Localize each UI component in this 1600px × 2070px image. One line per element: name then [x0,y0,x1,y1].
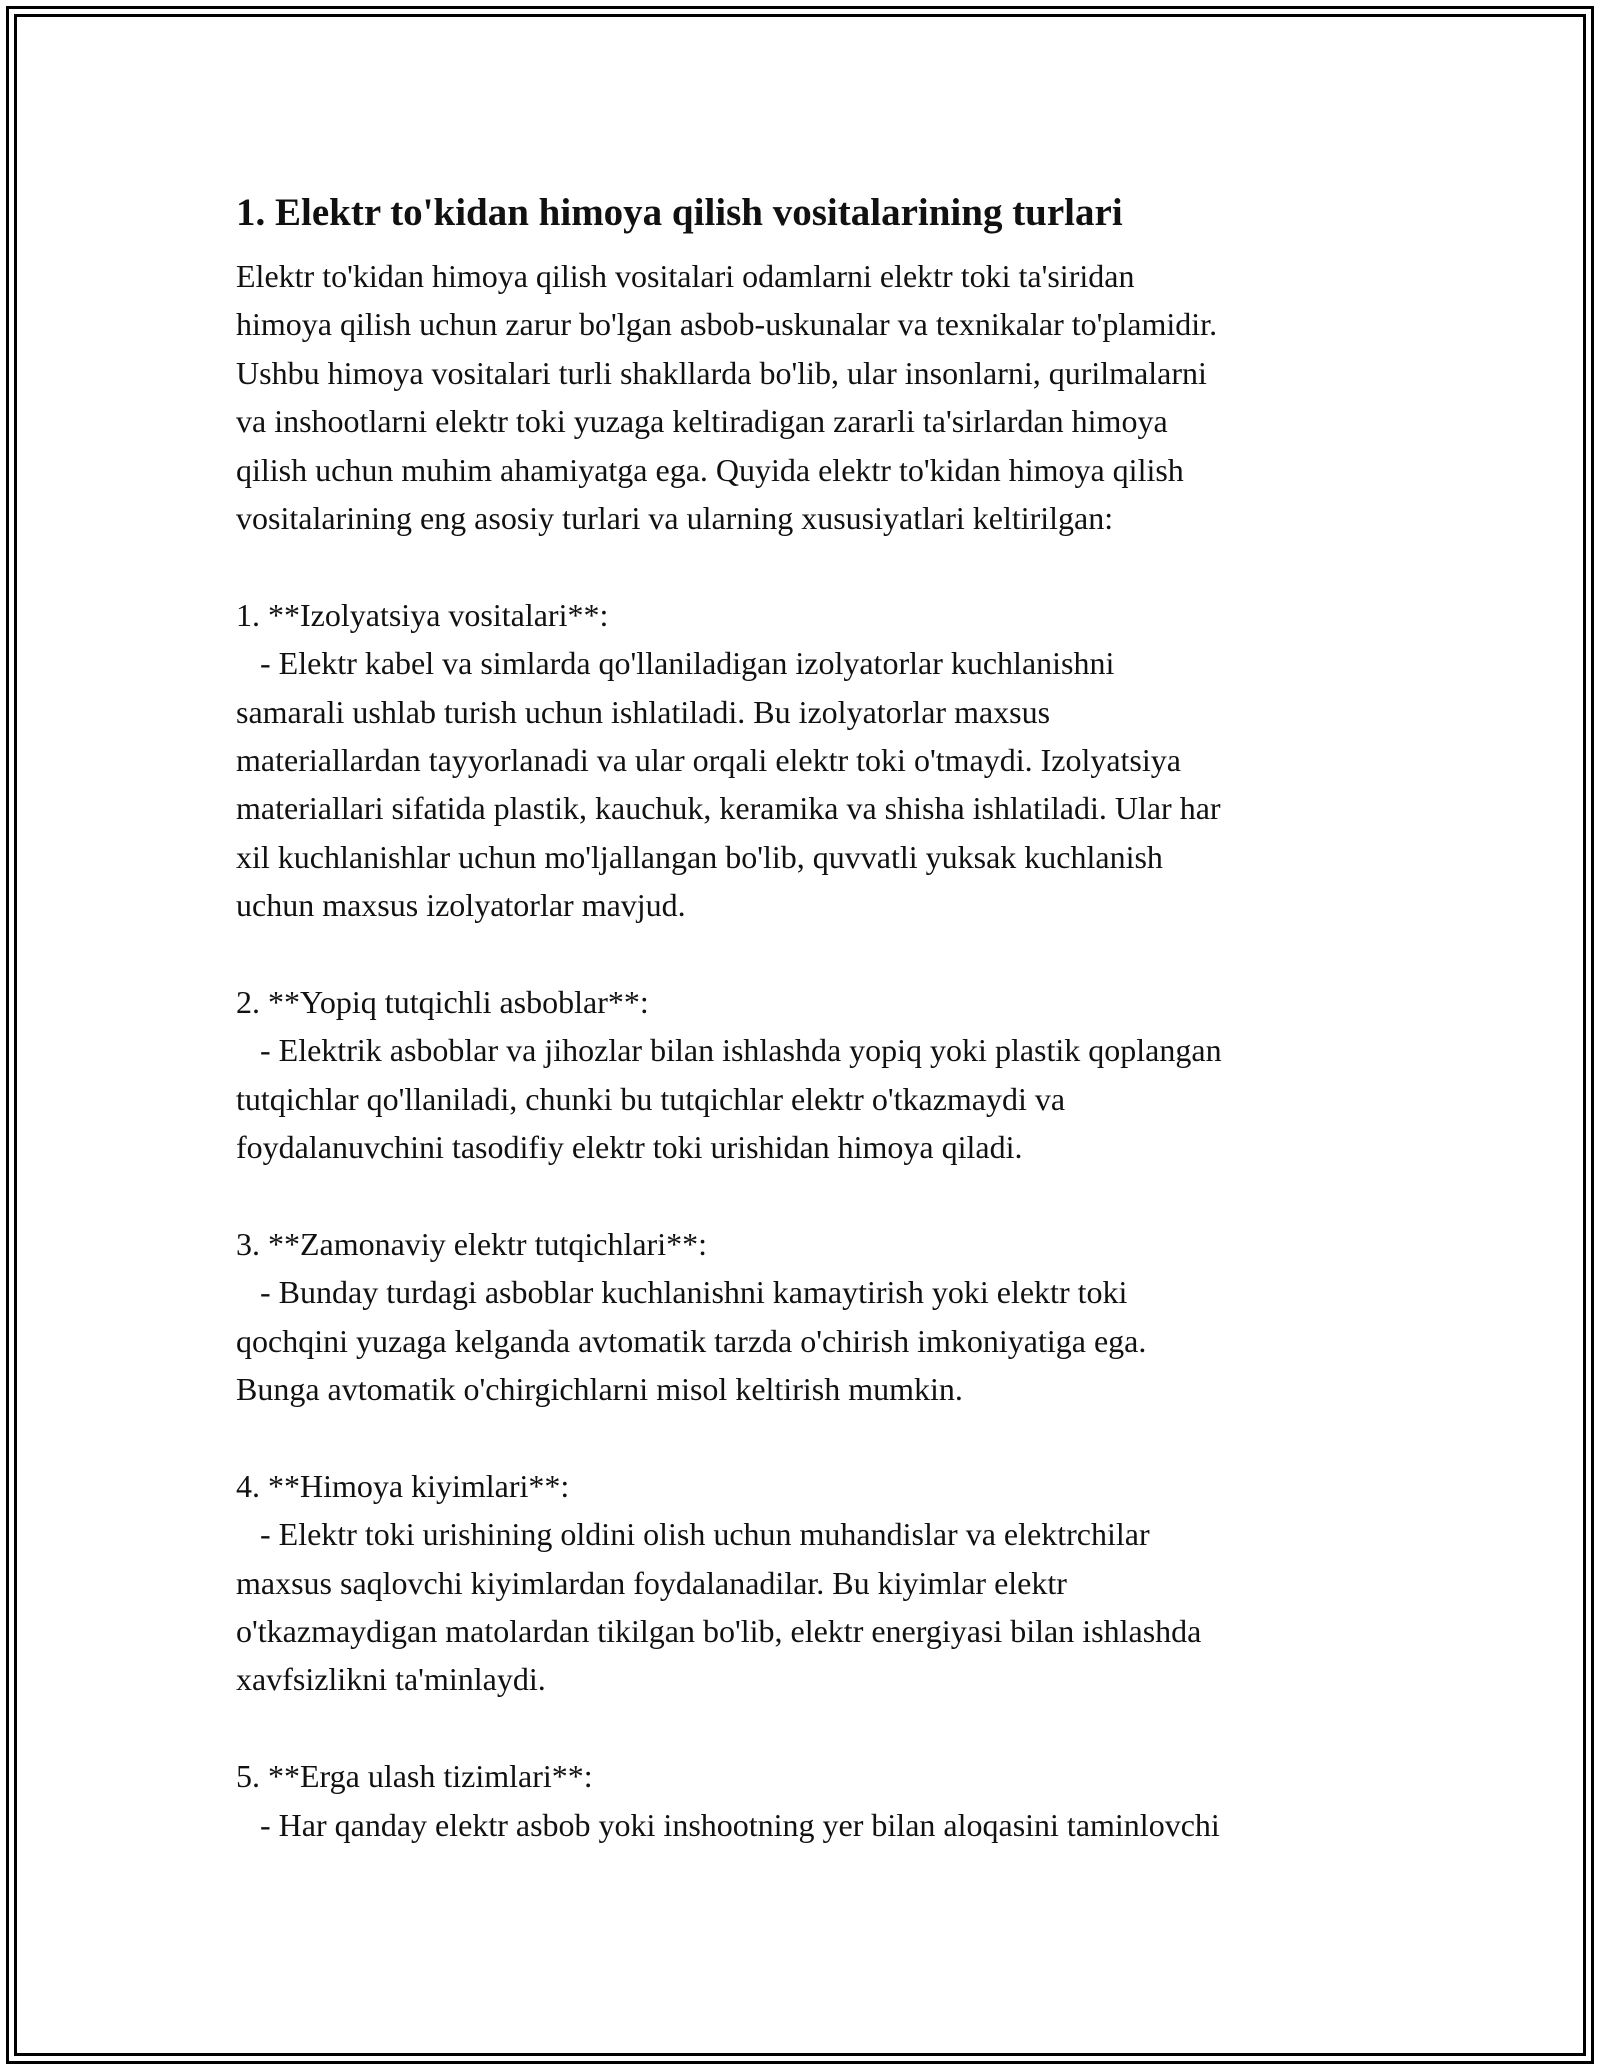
section-heading: 1. Elektr to'kidan himoya qilish vositalarining turlari [236,191,1123,234]
paragraph-gap [236,542,1396,590]
list-item-line: uchun maxsus izolyatorlar mavjud. [236,887,686,924]
list-item-line: xil kuchlanishlar uchun mo'ljallangan bo'lib, quvvatli yuksak kuchlanish [236,838,1163,875]
list-item-line: - Elektr kabel va simlarda qo'llaniladigan izolyatorlar kuchlanishni [236,645,1115,682]
list-item-line: maxsus saqlovchi kiyimlardan foydalanadilar. Bu kiyimlar elektr [236,1564,1067,1601]
intro-line: Elektr to'kidan himoya qilish vositalari odamlarni elektr toki ta'siridan [236,258,1135,294]
list-item-title: 4. **Himoya kiyimlari**: [236,1467,570,1504]
list-item-line: xavfsizlikni ta'minlaydi. [236,1661,546,1698]
list-item-title: 2. **Yopiq tutqichli asboblar**: [236,983,649,1020]
list-item-line: - Elektrik asboblar va jihozlar bilan ishlashda yopiq yoki plastik qoplangan [236,1032,1222,1069]
intro-line: qilish uchun muhim ahamiyatga ega. Quyida elektr to'kidan himoya qilish [236,451,1184,488]
list-item-line: o'tkazmaydigan matolardan tikilgan bo'lib, elektr energiyasi bilan ishlashda [236,1612,1202,1649]
list-item-line: foydalanuvchini tasodifiy elektr toki urishidan himoya qiladi. [236,1129,1023,1166]
intro-paragraph [236,252,1396,542]
paragraph-gap [236,1171,1396,1219]
document-body [236,252,1396,1849]
list-item-line: samarali ushlab turish uchun ishlatiladi. Bu izolyatorlar maxsus [236,693,1051,730]
paragraph-gap [236,929,1396,977]
list-item-line: tutqichlar qo'llaniladi, chunki bu tutqichlar elektr o'tkazmaydi va [236,1080,1066,1117]
list-item-line: - Elektr toki urishining oldini olish uchun muhandislar va elektrchilar [236,1516,1150,1553]
list-item-line: - Bunday turdagi asboblar kuchlanishni kamaytirish yoki elektr toki [236,1274,1128,1311]
list-item-himoya-kiyimlari [236,1462,1396,1704]
list-item-title: 5. **Erga ulash tizimlari**: [236,1758,593,1795]
list-item-izolyatsiya [236,591,1396,930]
list-item-line: materiallardan tayyorlanadi va ular orqali elektr toki o'tmaydi. Izolyatsiya [236,741,1181,778]
list-item-line: qochqini yuzaga kelganda avtomatik tarzda o'chirish imkoniyatiga ega. [236,1322,1147,1359]
intro-line: va inshootlarni elektr toki yuzaga keltiradigan zararli ta'sirlardan himoya [236,403,1168,440]
list-item-line: - Har qanday elektr asbob yoki inshootning yer bilan aloqasini taminlovchi [236,1806,1220,1843]
list-item-title: 1. **Izolyatsiya vositalari**: [236,596,609,633]
document-content [236,180,1396,1849]
list-item-yopiq-tutqichli [236,978,1396,1172]
list-item-zamonaviy [236,1220,1396,1414]
intro-line: vositalarining eng asosiy turlari va ularning xususiyatlari keltirilgan: [236,499,1114,536]
list-item-line: materiallari sifatida plastik, kauchuk, keramika va shisha ishlatiladi. Ular har [236,790,1221,827]
paragraph-gap [236,1704,1396,1752]
list-item-line: Bunga avtomatik o'chirgichlarni misol keltirish mumkin. [236,1370,963,1407]
paragraph-gap [236,1413,1396,1461]
list-item-title: 3. **Zamonaviy elektr tutqichlari**: [236,1225,707,1262]
list-item-erga-ulash [236,1752,1396,1849]
intro-line: Ushbu himoya vositalari turli shakllarda bo'lib, ular insonlarni, qurilmalarni [236,354,1207,391]
intro-line: himoya qilish uchun zarur bo'lgan asbob-uskunalar va texnikalar to'plamidir. [236,306,1218,343]
